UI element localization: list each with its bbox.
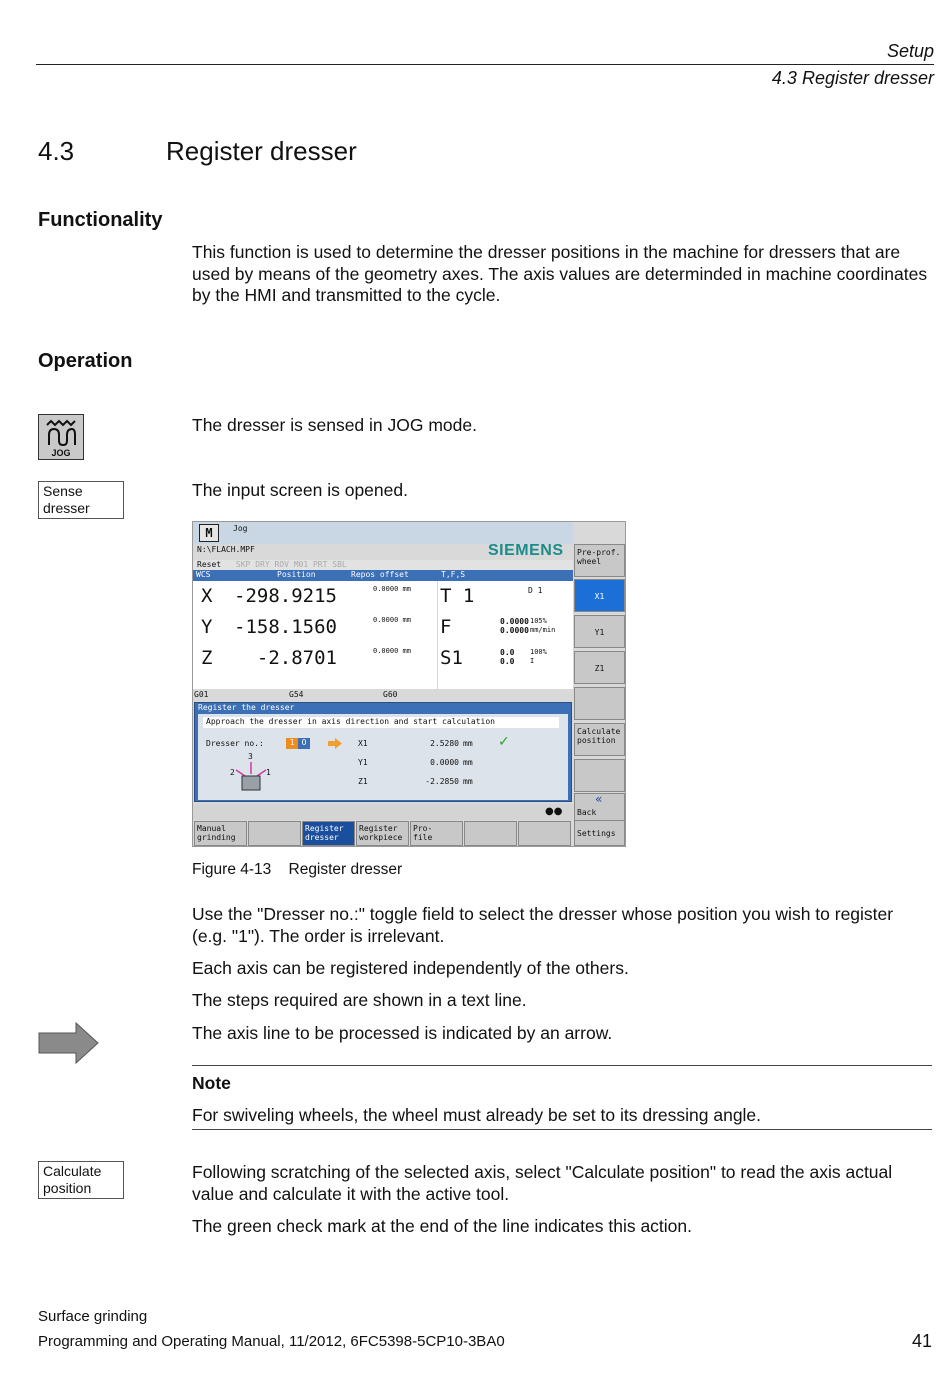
diagram-label-2: 2: [230, 768, 235, 777]
register-dresser-dialog: [194, 702, 572, 802]
hmi-top-bar: [193, 522, 573, 544]
tfs-row: [438, 614, 573, 644]
softkey-profile[interactable]: Pro- file: [410, 821, 463, 846]
machine-mode-icon[interactable]: M: [199, 524, 219, 542]
dialog-body: [198, 714, 568, 800]
note-top-rule: [192, 1065, 932, 1066]
program-path: N:\FLACH.MPF: [197, 545, 255, 554]
dlg-axis-value[interactable]: -2.2850: [425, 777, 459, 786]
section-number: 4.3: [38, 136, 75, 166]
diagram-label-3: 3: [248, 752, 253, 761]
back-chevron-icon: «: [595, 792, 603, 806]
softkey-empty-h2[interactable]: [464, 821, 517, 846]
axis-row: [193, 583, 437, 613]
operation-step2: The input screen is opened.: [192, 480, 408, 500]
axis-offset: 0.0000 mm: [373, 647, 411, 655]
tfs-row: [438, 645, 573, 675]
jog-mode-icon: [38, 414, 84, 460]
tfs-row: [438, 583, 573, 613]
softkey-empty-v1[interactable]: [574, 687, 625, 720]
gcode-2: G54: [289, 690, 304, 699]
softkey-z1[interactable]: Z1: [574, 651, 625, 684]
operation-step1: The dresser is sensed in JOG mode.: [192, 415, 477, 435]
axis-row: [193, 645, 437, 675]
dlg-axis-name: Y1: [358, 758, 368, 767]
note-bottom-rule: [192, 1129, 932, 1130]
section-title: Register dresser: [166, 136, 357, 166]
axis-name: Z: [201, 647, 213, 669]
user-group-icon: ●●: [545, 806, 563, 817]
dlg-axis-unit: mm: [463, 777, 473, 786]
softkey-settings[interactable]: Settings: [574, 820, 625, 846]
note-heading: Note: [192, 1073, 231, 1093]
calculate-position-softkey[interactable]: [38, 1161, 124, 1199]
softkey-register-workpiece[interactable]: Register workpiece: [356, 821, 409, 846]
softkey-manual-grinding[interactable]: Manual grinding: [194, 821, 247, 846]
softkey-back-label: Back: [577, 808, 597, 817]
dlg-axis-name: X1: [358, 739, 368, 748]
note-text: For swiveling wheels, the wheel must already be set to its dressing angle.: [192, 1105, 762, 1125]
channel-status-bar: [193, 560, 573, 570]
gcode-1: G01: [194, 690, 209, 699]
running-header-chapter: Setup: [886, 41, 934, 61]
sense-dresser-softkey[interactable]: [38, 481, 124, 519]
axis-position: -2.8701: [256, 647, 337, 669]
dlg-axis-value[interactable]: 0.0000: [430, 758, 459, 767]
softkey-empty-h1[interactable]: [248, 821, 301, 846]
axis-name: Y: [201, 616, 213, 638]
hmi-screenshot: [192, 521, 626, 847]
program-influence-flags: SKP DRY ROV M01 PRT SBL: [235, 560, 347, 569]
footer-manual: Programming and Operating Manual, 11/2012, 6FC5398-5CP10-3BA0: [38, 1333, 505, 1350]
dresser-no-toggle[interactable]: O: [298, 738, 310, 749]
axis-position: -298.9215: [234, 585, 337, 607]
para-steps-text-line: The steps required are shown in a text line.: [192, 990, 527, 1010]
running-header-section: 4.3 Register dresser: [771, 68, 934, 88]
spindle-display: S1: [440, 647, 463, 669]
jog-icon-label: JOG: [51, 448, 71, 458]
header-rule: [36, 64, 934, 65]
functionality-heading: Functionality: [38, 209, 163, 231]
footer-product: Surface grinding: [38, 1308, 148, 1325]
gcode-line: [193, 690, 573, 700]
siemens-logo: SIEMENS: [488, 542, 564, 559]
col-position: Position: [277, 570, 316, 579]
axis-offset: 0.0000 mm: [373, 585, 411, 593]
dialog-title: Register the dresser: [198, 703, 295, 712]
dlg-axis-unit: mm: [463, 758, 473, 767]
dlg-axis-name: Z1: [358, 777, 368, 786]
col-wcs: WCS: [196, 570, 211, 579]
dresser-no-field[interactable]: 1: [286, 738, 298, 749]
feed-override: 105% mm/min: [530, 617, 556, 634]
reset-status: Reset: [197, 560, 222, 569]
axis-row: [193, 614, 437, 644]
current-axis-arrow-icon: [328, 738, 342, 749]
dresser-no-label: Dresser no.:: [206, 739, 264, 748]
softkey-y1[interactable]: Y1: [574, 615, 625, 648]
dlg-axis-value[interactable]: 2.5280: [430, 739, 459, 748]
position-window: [193, 581, 437, 689]
page-number: 41: [911, 1331, 932, 1351]
para-dresser-toggle: Use the "Dresser no.:" toggle field to select the dresser whose position you wish to register (e.g. "1"). The order is irrelevant.: [192, 904, 894, 946]
spindle-values: 0.0 0.0: [500, 648, 515, 666]
softkey-empty-h3[interactable]: [518, 821, 571, 846]
functionality-text: This function is used to determine the dresser positions in the machine for dressers that are used by means of the geometry axes. The axis values are determinded in machine coordinates by the HMI and transmitted to the cycle.: [192, 242, 928, 305]
softkey-register-dresser[interactable]: Register dresser: [302, 821, 355, 846]
para-green-check: The green check mark at the end of the line indicates this action.: [192, 1216, 693, 1236]
hmi-status-bar: [193, 804, 573, 820]
diagram-label-1: 1: [266, 768, 271, 777]
axis-arrow-icon: [38, 1022, 100, 1064]
axis-name: X: [201, 585, 213, 607]
dlg-axis-unit: mm: [463, 739, 473, 748]
figure-title: Register dresser: [288, 861, 403, 878]
axis-position: -158.1560: [234, 616, 337, 638]
tool-display: T 1: [440, 585, 475, 607]
sense-dresser-line1: Sense: [43, 483, 83, 499]
softkey-calculate-position[interactable]: Calculate position: [574, 723, 625, 756]
softkey-pre-prof-wheel[interactable]: Pre-prof. wheel: [574, 544, 625, 577]
col-repos-offset: Repos offset: [351, 570, 409, 579]
dresser-diagram: [226, 754, 276, 794]
tool-edge: D 1: [528, 586, 543, 595]
feed-values: 0.0000 0.0000: [500, 617, 529, 635]
check-mark-icon: ✓: [498, 734, 510, 750]
para-calculate-position: Following scratching of the selected axis, select "Calculate position" to read the axis actual value and calculate it with the active tool.: [192, 1162, 893, 1204]
hint-line: Approach the dresser in axis direction and start calculation: [203, 717, 559, 728]
figure-caption: [192, 861, 402, 879]
tfs-window: [438, 581, 573, 689]
jog-mode-indicator: Jog: [233, 524, 248, 533]
position-column-header: [193, 570, 573, 581]
sense-dresser-line2: dresser: [43, 500, 90, 516]
para-axis-independent: Each axis can be registered independently of the others.: [192, 958, 629, 978]
figure-number: Figure 4-13: [192, 861, 272, 878]
axis-offset: 0.0000 mm: [373, 616, 411, 624]
para-axis-arrow: The axis line to be processed is indicated by an arrow.: [192, 1023, 613, 1043]
spindle-override: 100% I: [530, 648, 547, 665]
gcode-3: G60: [383, 690, 398, 699]
feed-display: F: [440, 616, 452, 638]
softkey-empty-v2[interactable]: [574, 759, 625, 792]
operation-heading: Operation: [38, 350, 133, 372]
calculate-line1: Calculate: [43, 1163, 102, 1179]
calculate-line2: position: [43, 1180, 92, 1196]
softkey-x1[interactable]: X1: [574, 579, 625, 612]
col-tfs: T,F,S: [441, 570, 466, 579]
